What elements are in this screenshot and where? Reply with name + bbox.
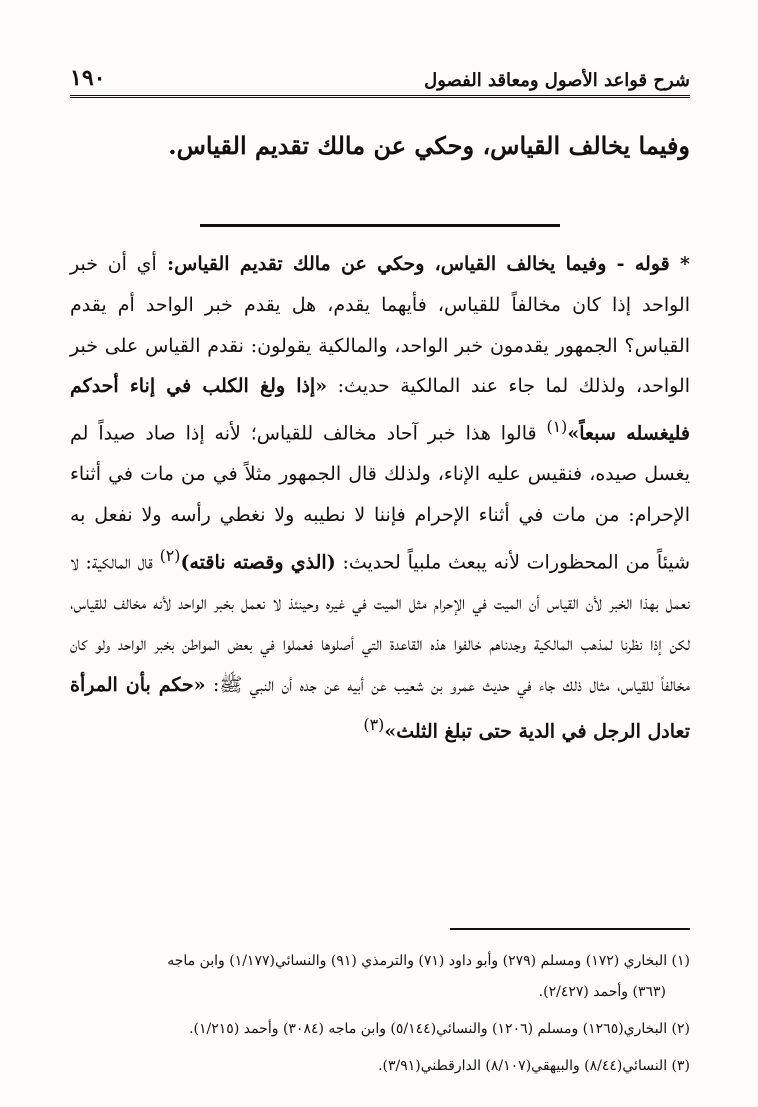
footnote-ref-1: (١) bbox=[546, 417, 568, 437]
commentary-part-1: أي أن خبر الواحد إذا كان مخالفاً للقياس، فأيهما يقدم، هل يقدم خبر الواحد أم يقدم القياس؟ الجمهور يقدمون خبر الواحد، والمالكية يقولون: نقدم القياس على خبر الواحد، ولذلك لما جاء عند المالكية حديث: bbox=[70, 253, 690, 398]
quote-divider bbox=[200, 224, 560, 227]
page-header bbox=[70, 58, 690, 98]
footnote-2 bbox=[70, 1014, 690, 1045]
commentary-paragraph bbox=[70, 244, 690, 753]
footnote-1 bbox=[70, 946, 690, 1008]
footnote-2-text: (٢) البخاري(١٢٦٥) ومسلم (١٢٠٦) والنسائي(٥/١٤٤) وابن ماجه (٣٠٨٤) وأحمد (١/٢١٥). bbox=[189, 1021, 690, 1037]
hadith-quote-2: (الذي وقصته ناقته) bbox=[180, 551, 336, 574]
main-quote: وفيما يخالف القياس، وحكي عن مالك تقديم القياس. bbox=[168, 131, 690, 160]
running-title: شرح قواعد الأصول ومعاقد الفصول bbox=[424, 70, 690, 91]
footnote-ref-3: (٣) bbox=[363, 715, 385, 735]
commentary-lead: * قوله - وفيما يخالف القياس، وحكي عن مالك تقديم القياس: bbox=[156, 253, 690, 275]
page-number: ١٩٠ bbox=[70, 65, 106, 91]
footnotes bbox=[70, 946, 690, 1088]
footnote-1-continuation: (٣٦٣) وأحمد (٢/٤٢٧). bbox=[538, 984, 666, 1000]
footnote-separator bbox=[450, 928, 690, 930]
commentary-part-3: قال المالكية: لا نعمل بهذا الخبر لأن القياس أن الميت في الإحرام مثل الميت في غيره وحينئذ لا نعمل بخبر الواحد لأنه مخالف للقياس، لكن إذا نظرنا لمذهب المالكية وجدناهم خالفوا هذه القاعدة التي أصلوها فعملوا في بعض المواطن بخبر الواحد ولو كان مخالفاً للقياس، مثال ذلك جاء في حديث عمرو بن شعيب عن أبيه عن جده أن النبي ﷺ: bbox=[70, 551, 690, 696]
footnote-3-text: (٣) النسائي(٨/٤٤) والبيهقي(٨/١٠٧) الدارقطني(٣/٩١). bbox=[378, 1058, 690, 1074]
hadith-quote-1: «إذا ولغ الكلب في إناء أحدكم فليغسله سبعاً» bbox=[70, 375, 690, 445]
hadith-quote-3: «حكم بأن المرأة تعادل الرجل في الدية حتى تبلغ الثلث» bbox=[70, 673, 690, 743]
book-page bbox=[70, 58, 691, 1074]
footnote-1-text: (١) البخاري (١٧٢) ومسلم (٢٧٩) وأبو داود (٧١) والترمذي (٩١) والنسائي(١/١٧٧) وابن ماجه bbox=[167, 953, 690, 969]
footnote-3 bbox=[70, 1051, 690, 1082]
footnote-ref-2: (٢) bbox=[159, 545, 181, 565]
commentary-part-2: قالوا هذا خبر آحاد مخالف للقياس؛ لأنه إذا صاد صيداً لم يغسل صيده، فنقيس عليه الإناء، ولذلك قال الجمهور مثلاً في من مات في أثناء الإحرام: من مات في أثناء الإحرام فإننا لا نطيبه ولا نغطي رأسه ولا نفعل به شيئاً من المحظورات لأنه يبعث ملبياً لحديث: bbox=[70, 422, 691, 574]
